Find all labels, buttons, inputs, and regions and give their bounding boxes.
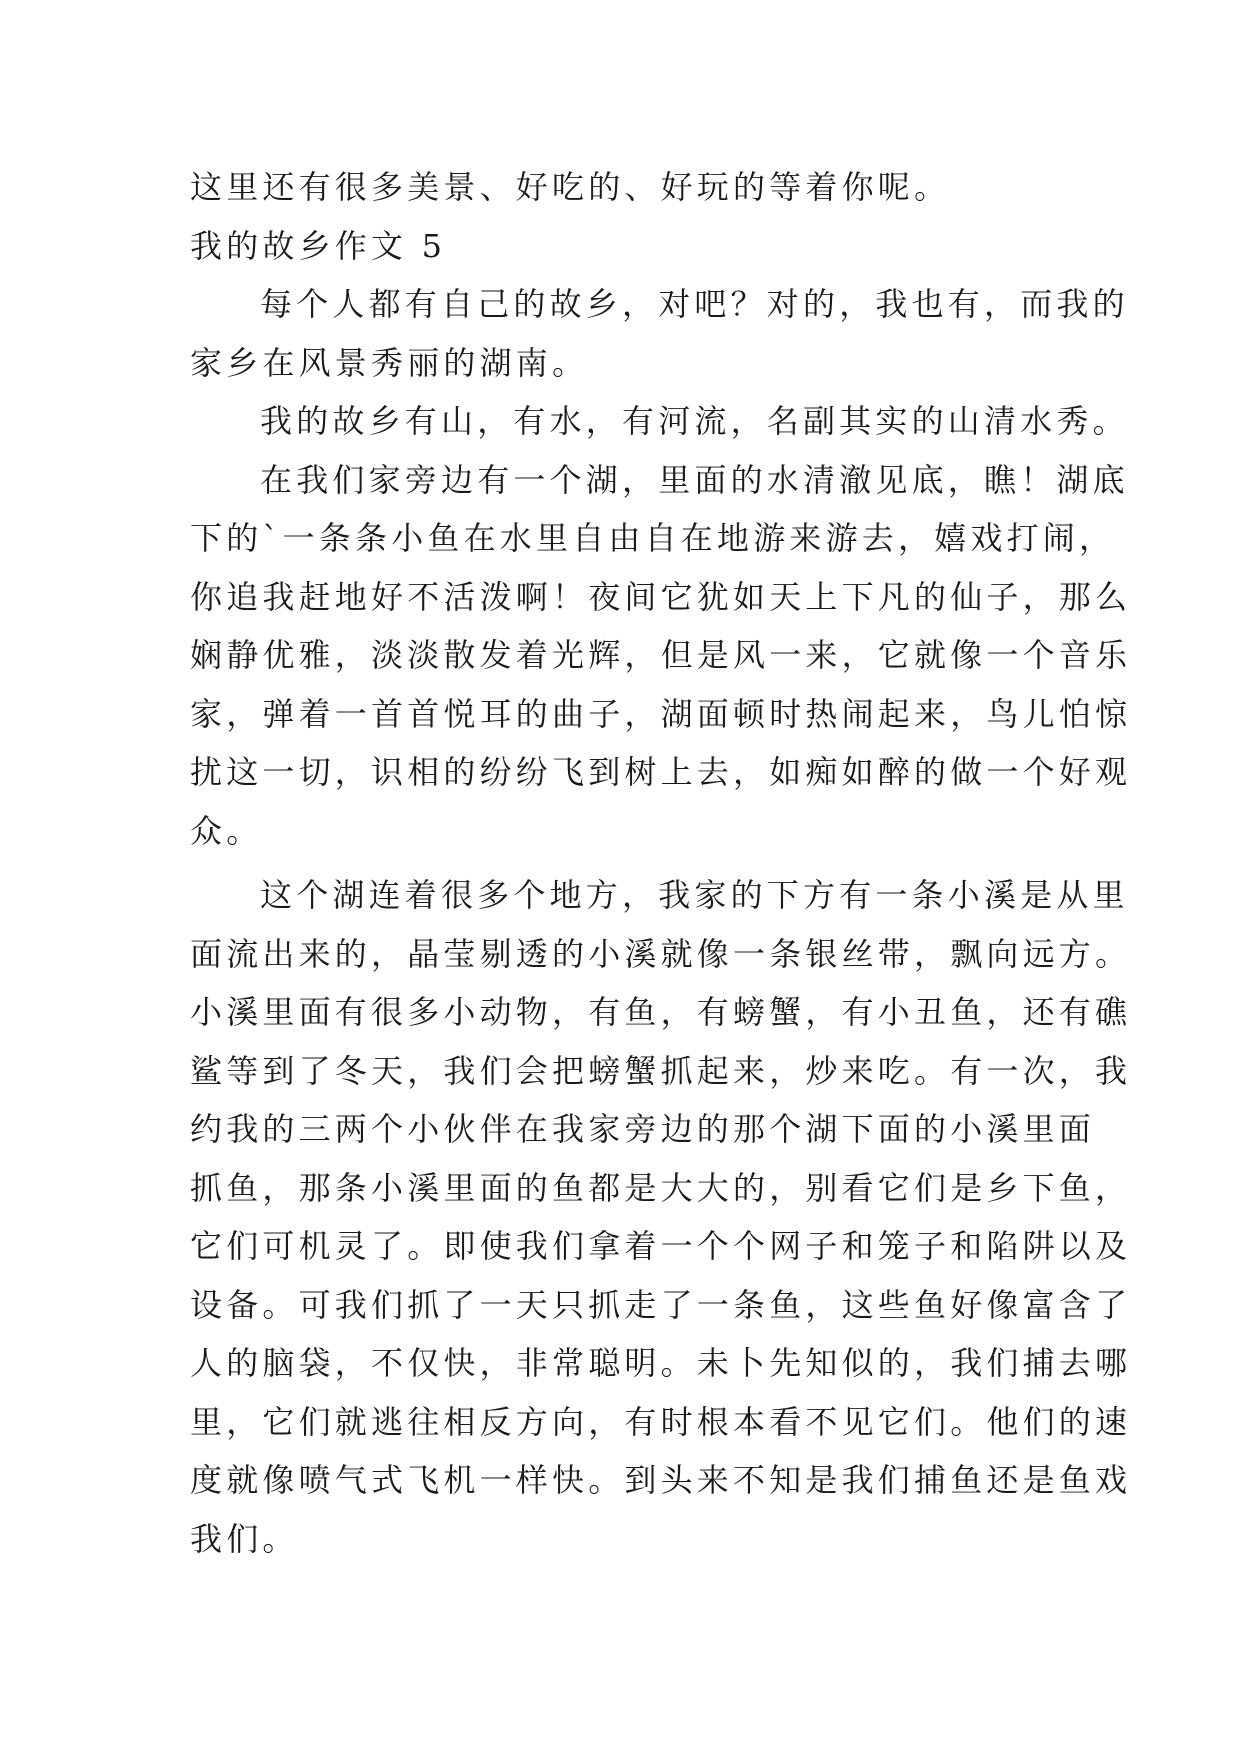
text-line: 里，它们就逃往相反方向，有时根本看不见它们。他们的速: [190, 1402, 1132, 1441]
text-line: 每个人都有自己的故乡，对吧？对的，我也有，而我的: [260, 285, 1129, 323]
text-line: 人的脑袋，不仅快，非常聪明。未卜先知似的，我们捕去哪: [190, 1344, 1132, 1382]
text-line: 这里还有很多美景、好吃的、好玩的等着你呢。: [190, 168, 951, 206]
text-line: 它们可机灵了。即使我们拿着一个个网子和笼子和陷阱以及: [190, 1227, 1132, 1265]
text-line: 设备。可我们抓了一天只抓走了一条鱼，这些鱼好像富含了: [190, 1285, 1132, 1324]
text-line: 这个湖连着很多个地方，我家的下方有一条小溪是从里: [260, 876, 1129, 914]
text-line: 小溪里面有很多小动物，有鱼，有螃蟹，有小丑鱼，还有礁: [190, 993, 1132, 1031]
text-line: 约我的三两个小伙伴在我家旁边的那个湖下面的小溪里面: [190, 1110, 1096, 1148]
text-line: 鲨等到了冬天，我们会把螃蟹抓起来，炒来吃。有一次，我: [190, 1051, 1132, 1090]
text-line: 家，弹着一首首悦耳的曲子，湖面顿时热闹起来，鸟儿怕惊: [190, 694, 1132, 733]
essay-body: [190, 158, 1132, 1568]
text-line: 度就像喷气式飞机一样快。到头来不知是我们捕鱼还是鱼戏: [190, 1461, 1132, 1499]
text-line: 抓鱼，那条小溪里面的鱼都是大大的，别看它们是乡下鱼，: [190, 1168, 1132, 1207]
text-line: 面流出来的，晶莹剔透的小溪就像一条银丝带，飘向远方。: [190, 934, 1132, 973]
text-line: 下的`一条条小鱼在水里自由自在地游来游去，嬉戏打闹，: [190, 519, 1116, 557]
text-line: 娴静优雅，淡淡散发着光辉，但是风一来，它就像一个音乐: [190, 636, 1132, 674]
section-heading: 我的故乡作文 5: [190, 226, 447, 265]
text-line: 众。: [190, 811, 263, 850]
text-line: 扰这一切，识相的纷纷飞到树上去，如痴如醉的做一个好观: [190, 753, 1132, 791]
text-line: 我的故乡有山，有水，有河流，名副其实的山清水秀。: [260, 402, 1129, 440]
text-line: 家乡在风景秀丽的湖南。: [190, 343, 589, 382]
text-line: 我们。: [190, 1519, 299, 1558]
text-line: 在我们家旁边有一个湖，里面的水清澈见底，瞧！湖底: [260, 460, 1129, 499]
text-line: 你追我赶地好不活泼啊！夜间它犹如天上下凡的仙子，那么: [190, 577, 1132, 616]
